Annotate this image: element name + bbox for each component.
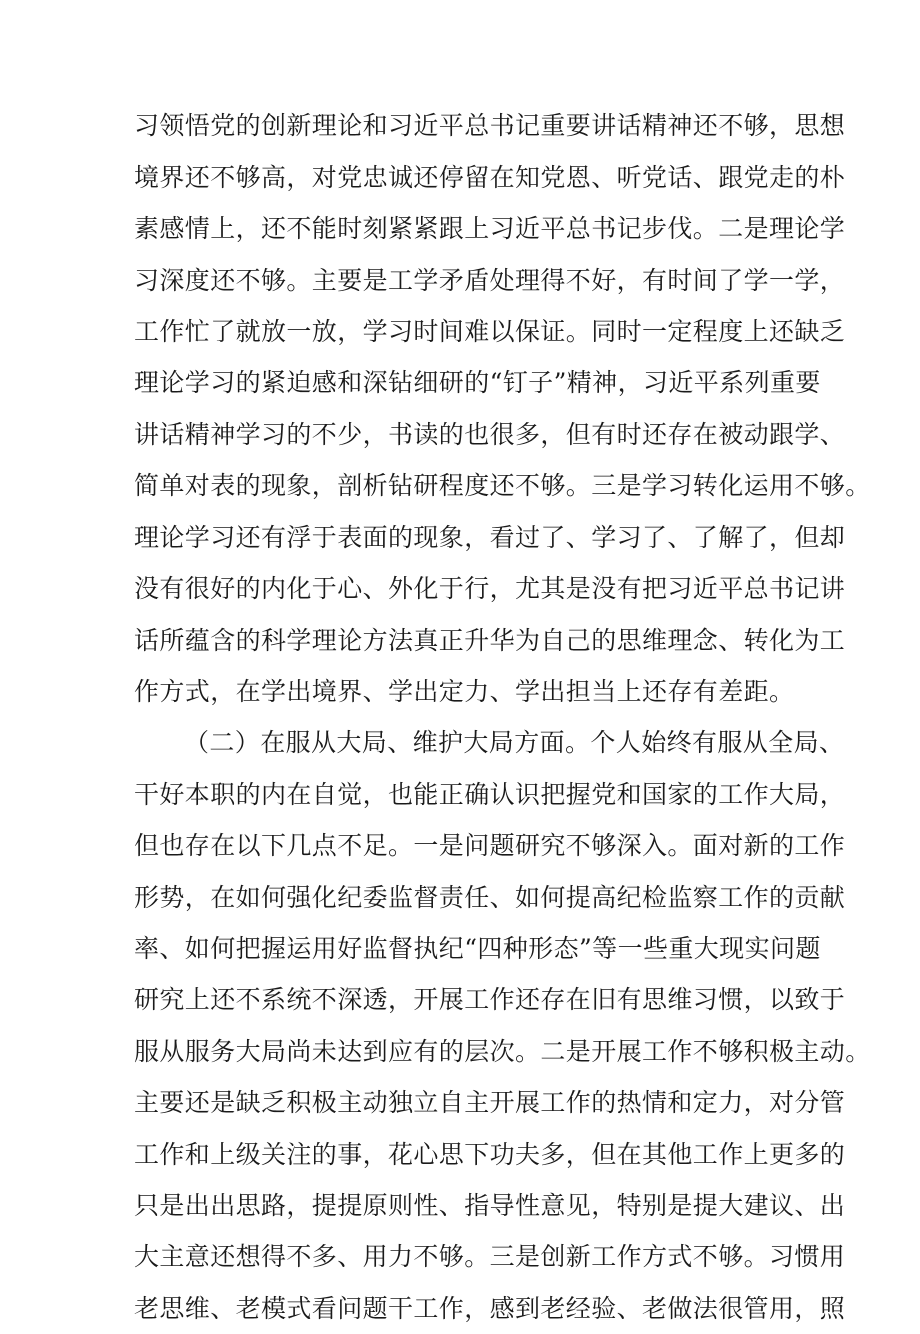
- paragraph-line: 率、如何把握运用好监督执纪“四种形态”等一些重大现实问题: [134, 934, 821, 963]
- paragraph-line: 大主意还想得不多、用力不够。三是创新工作方式不够。习惯用: [134, 1242, 846, 1271]
- paragraph-line: 服从服务大局尚未达到应有的层次。二是开展工作不够积极主动。: [134, 1037, 871, 1066]
- paragraph-line: 理论学习的紧迫感和深钻细研的“钉子”精神，习近平系列重要: [134, 368, 821, 397]
- paragraph-line: 但也存在以下几点不足。一是问题研究不够深入。面对新的工作: [134, 831, 846, 860]
- paragraph-line: 习领悟党的创新理论和习近平总书记重要讲话精神还不够，思想: [134, 111, 846, 140]
- paragraph-line: 没有很好的内化于心、外化于行，尤其是没有把习近平总书记讲: [134, 574, 846, 603]
- paragraph-line: 简单对表的现象，剖析钻研程度还不够。三是学习转化运用不够。: [134, 471, 871, 500]
- paragraph-line: 干好本职的内在自觉，也能正确认识把握党和国家的工作大局，: [134, 780, 846, 809]
- paragraph-line: 讲话精神学习的不少，书读的也很多，但有时还存在被动跟学、: [134, 420, 846, 449]
- paragraph-line: 研究上还不系统不深透，开展工作还存在旧有思维习惯，以致于: [134, 985, 846, 1014]
- paragraph-line: 只是出出思路，提提原则性、指导性意见，特别是提大建议、出: [134, 1191, 846, 1220]
- paragraph-line: 习深度还不够。主要是工学矛盾处理得不好，有时间了学一学，: [134, 266, 846, 295]
- paragraph-line: 工作忙了就放一放，学习时间难以保证。同时一定程度上还缺乏: [134, 317, 846, 346]
- paragraph-line: 主要还是缺乏积极主动独立自主开展工作的热情和定力，对分管: [134, 1088, 846, 1117]
- paragraph-line: 形势，在如何强化纪委监督责任、如何提高纪检监察工作的贡献: [134, 883, 846, 912]
- section-heading-line: （二）在服从大局、维护大局方面。个人始终有服从全局、: [184, 728, 845, 757]
- paragraph-line: 素感情上，还不能时刻紧紧跟上习近平总书记步伐。二是理论学: [134, 214, 846, 243]
- paragraph-line: 老思维、老模式看问题干工作，感到老经验、老做法很管用，照: [134, 1294, 846, 1323]
- paragraph-line: 理论学习还有浮于表面的现象，看过了、学习了、了解了，但却: [134, 523, 846, 552]
- paragraph-line: 话所蕴含的科学理论方法真正升华为自己的思维理念、转化为工: [134, 626, 846, 655]
- paragraph-line: 境界还不够高，对党忠诚还停留在知党恩、听党话、跟党走的朴: [134, 163, 846, 192]
- paragraph-line: 工作和上级关注的事，花心思下功夫多，但在其他工作上更多的: [134, 1140, 846, 1169]
- paragraph-line: 作方式，在学出境界、学出定力、学出担当上还存有差距。: [134, 677, 795, 706]
